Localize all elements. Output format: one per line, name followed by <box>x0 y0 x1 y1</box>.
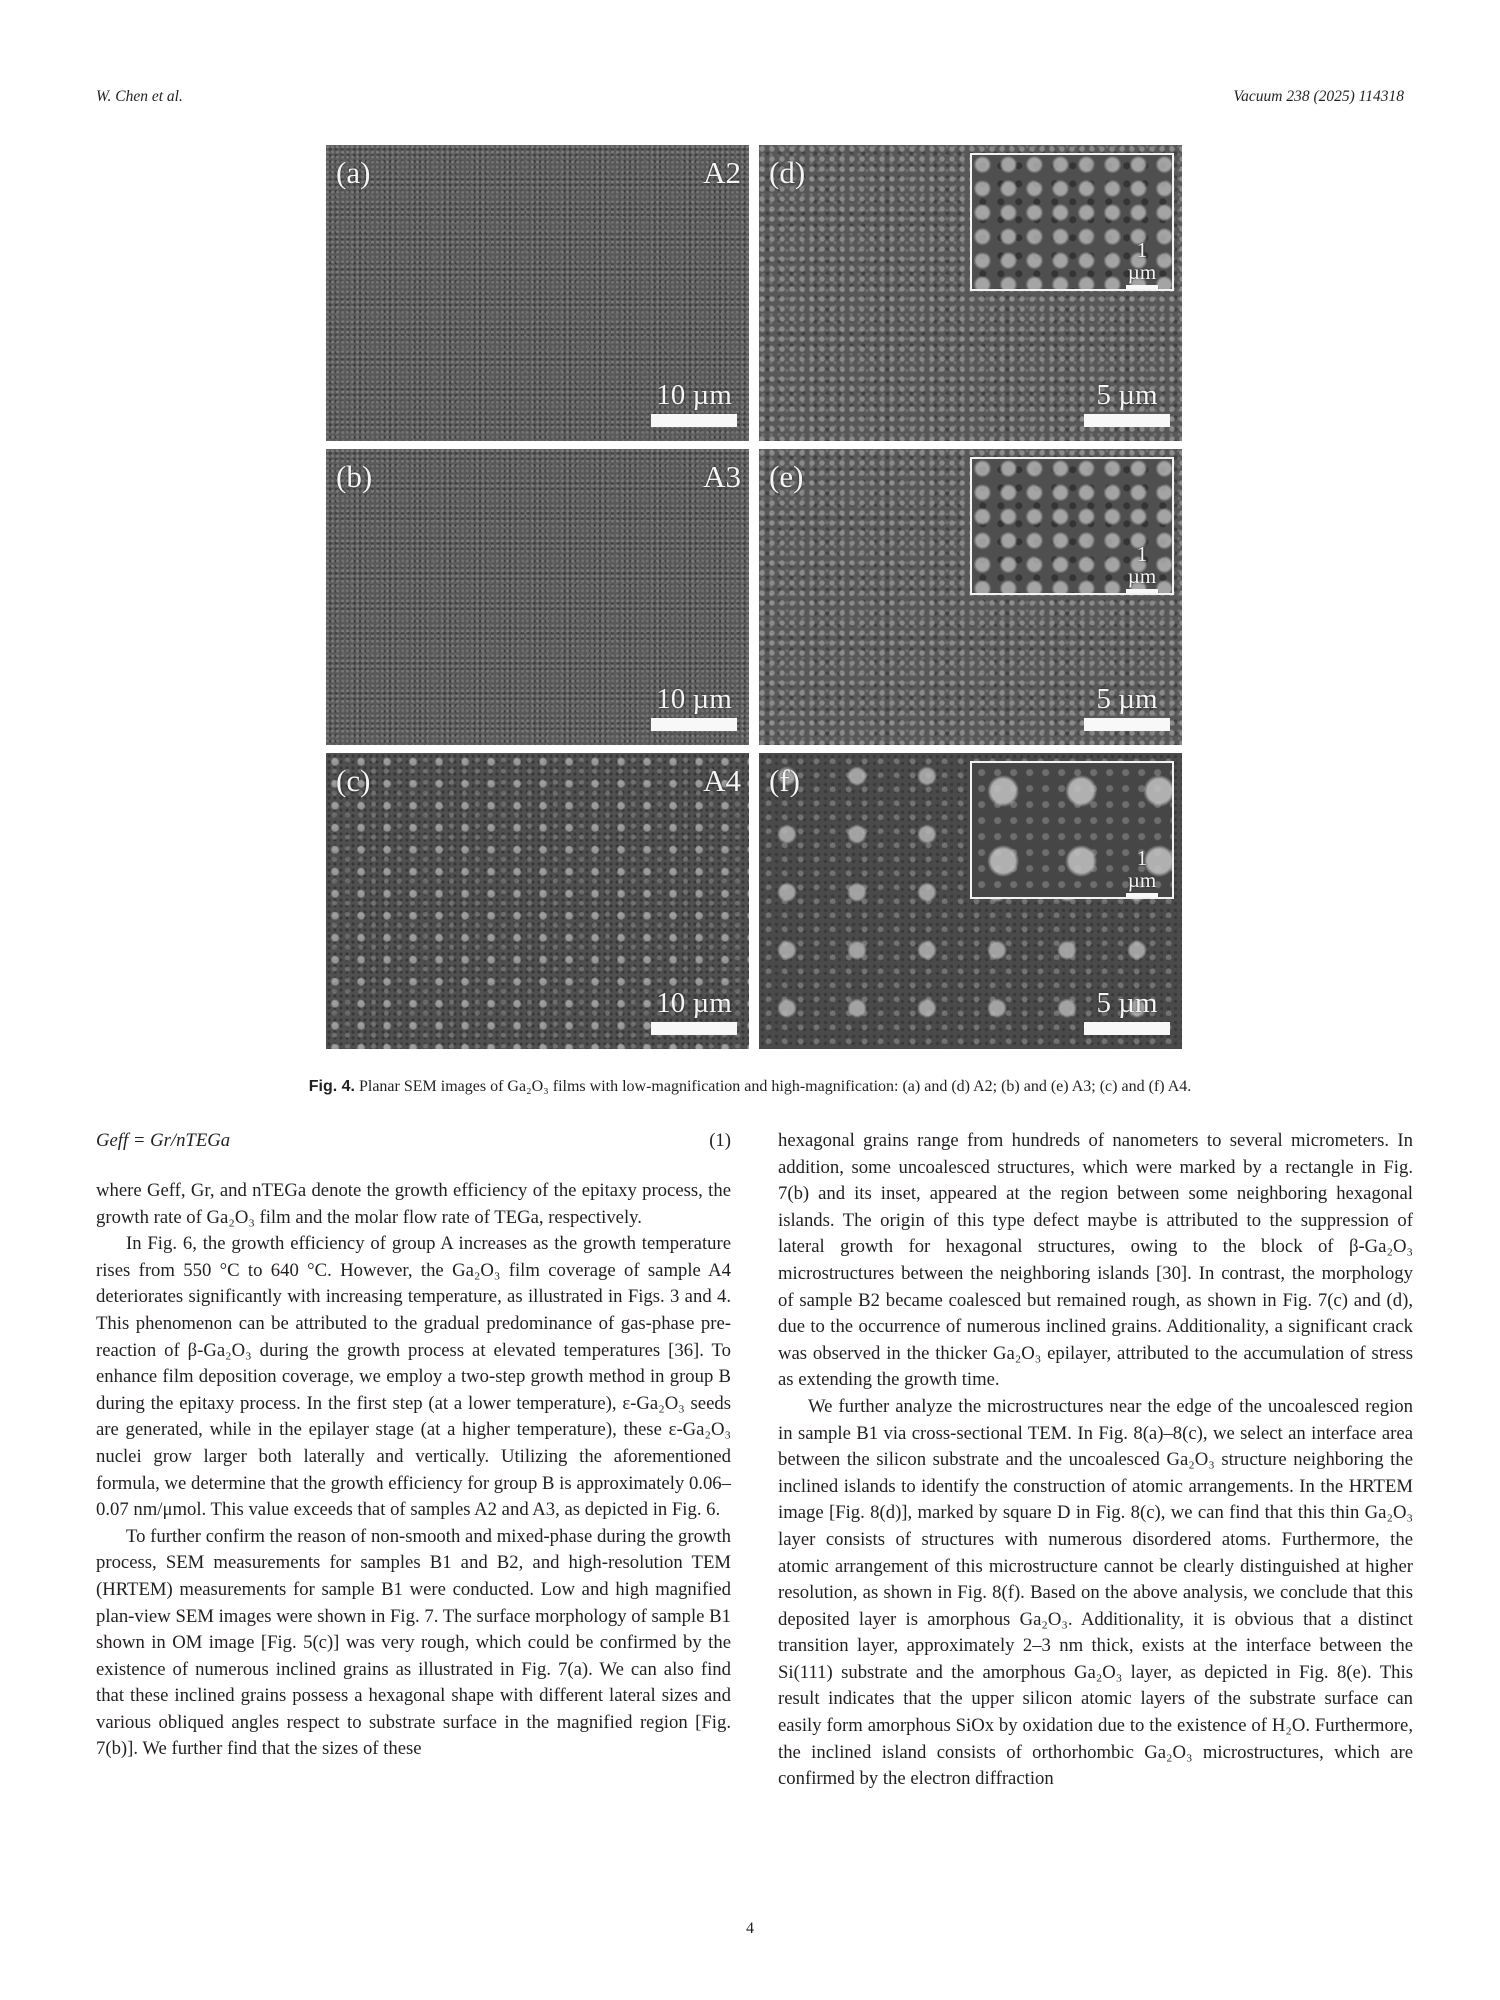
sem-inset <box>970 761 1174 899</box>
scale-bar <box>651 987 737 1035</box>
sem-figure <box>326 145 1182 1050</box>
scale-bar-label: 5 µm <box>1096 987 1158 1019</box>
scale-bar <box>1084 379 1170 427</box>
caption-label: Fig. 4. <box>308 1078 355 1095</box>
panel-label: (e) <box>769 459 804 494</box>
panel-label: (d) <box>769 155 806 190</box>
paragraph: where Geff, Gr, and nTEGa denote the growth efficiency of the epitaxy process, the growth rate of Ga₂O₃ film and the molar flow rate of TEGa, respectively. <box>96 1180 731 1228</box>
inset-scale-label: 1 µm <box>1127 542 1157 588</box>
inset-scale-bar <box>1120 847 1164 899</box>
scale-bar-label: 10 µm <box>656 683 732 715</box>
figure-caption <box>0 1078 1500 1096</box>
right-column <box>778 1128 1413 1793</box>
inset-scale-bar <box>1120 239 1164 291</box>
scale-bar-label: 10 µm <box>656 987 732 1019</box>
panel-label: (b) <box>336 459 373 494</box>
panel-label: (f) <box>769 763 800 798</box>
scale-bar <box>1084 987 1170 1035</box>
sem-panel-d <box>759 145 1182 441</box>
scale-bar-label: 10 µm <box>656 379 732 411</box>
scale-bar <box>651 683 737 731</box>
caption-text: Planar SEM images of Ga₂O₃ films with low-magnification and high-magnification: (a) and (d) A2; (b) and (e) A3; (c) and (f) A4. <box>358 1078 1192 1095</box>
running-header-authors: W. Chen et al. <box>96 88 183 105</box>
paragraph: To further confirm the reason of non-smooth and mixed-phase during the growth process, SEM measurements for samples B1 and B2, and high-resolution TEM (HRTEM) measurements for sample B1 were conducted. Low and high magnified plan-view SEM images were shown in Fig. 7. The surface morphology of sample B1 shown in OM image [Fig. 5(c)] was very rough, which could be confirmed by the existence of numerous inclined grains as illustrated in Fig. 7(a). We can also find that these inclined grains possess a hexagonal shape with different lateral sizes and various obliqued angles respect to substrate surface in the magnified region [Fig. 7(b)]. We further find that the sizes of these <box>96 1525 731 1760</box>
sem-panel-f <box>759 753 1182 1049</box>
sem-inset <box>970 153 1174 291</box>
inset-scale-label: 1 µm <box>1127 846 1157 892</box>
sample-label: A2 <box>703 155 741 190</box>
scale-bar-label: 5 µm <box>1096 379 1158 411</box>
paragraph: hexagonal grains range from hundreds of nanometers to several micrometers. In addition, some uncoalesced structures, which were marked by a rectangle in Fig. 7(b) and its inset, appeared at the region between some neighboring hexagonal islands. The origin of this type defect maybe is attributed to the suppression of lateral growth for hexagonal structures, owing to the block of β-Ga₂O₃ microstructures between the neighboring islands [30]. In contrast, the morphology of sample B2 became coalesced but remained rough, as shown in Fig. 7(c) and (d), due to the occurrence of numerous inclined grains. Additionality, a significant crack was observed in the thicker Ga₂O₃ epilayer, attributed to the accumulation of stress as extending the growth time. <box>778 1130 1413 1391</box>
scale-bar-label: 5 µm <box>1096 683 1158 715</box>
page-number: 4 <box>746 1920 754 1937</box>
sem-panel-c <box>326 753 749 1049</box>
panel-label: (a) <box>336 155 371 190</box>
paragraph: In Fig. 6, the growth efficiency of group A increases as the growth temperature rises from 550 °C to 640 °C. However, the Ga₂O₃ film coverage of sample A4 deteriorates significantly with increasing temperature, as illustrated in Figs. 3 and 4. This phenomenon can be attributed to the gradual predominance of gas-phase pre-reaction of β-Ga₂O₃ during the growth process at elevated temperatures [36]. To enhance film deposition coverage, we employ a two-step growth method in group B during the epitaxy process. In the first step (at a lower temperature), ε-Ga₂O₃ seeds are generated, while in the epilayer stage (at a higher temperature), these ε-Ga₂O₃ nuclei grow larger both laterally and vertically. Utilizing the aforementioned formula, we determine that the growth efficiency for group B is approximately 0.06–0.07 nm/μmol. This value exceeds that of samples A2 and A3, as depicted in Fig. 6. <box>96 1233 731 1521</box>
inset-scale-label: 1 µm <box>1127 238 1157 284</box>
panel-label: (c) <box>336 763 371 798</box>
equation-1 <box>96 1128 731 1156</box>
equation-number: (1) <box>709 1130 731 1151</box>
scale-bar <box>1084 683 1170 731</box>
sample-label: A3 <box>703 459 741 494</box>
sample-label: A4 <box>703 763 741 798</box>
inset-scale-bar <box>1120 543 1164 595</box>
sem-panel-e <box>759 449 1182 745</box>
sem-panel-b <box>326 449 749 745</box>
left-column <box>96 1128 731 1763</box>
running-header-journal: Vacuum 238 (2025) 114318 <box>1233 88 1404 105</box>
scale-bar <box>651 379 737 427</box>
equation-formula: Geff = Gr/nTEGa <box>96 1130 231 1151</box>
sem-panel-a <box>326 145 749 441</box>
paragraph: We further analyze the microstructures near the edge of the uncoalesced region in sample B1 via cross-sectional TEM. In Fig. 8(a)–8(c), we select an interface area between the silicon substrate and the uncoalesced Ga₂O₃ structure neighboring the inclined islands to identify the construction of atomic arrangements. In the HRTEM image [Fig. 8(d)], marked by square D in Fig. 8(c), we can find that this thin Ga₂O₃ layer consists of structures with numerous disordered atoms. Furthermore, the atomic arrangement of this microstructure cannot be clearly distinguished at higher resolution, as shown in Fig. 8(f). Based on the above analysis, we conclude that this deposited layer is amorphous Ga₂O₃. Additionality, it is obvious that a distinct transition layer, approximately 2–3 nm thick, exists at the interface between the Si(111) substrate and the amorphous Ga₂O₃ layer, as depicted in Fig. 8(e). This result indicates that the upper silicon atomic layers of the substrate surface can easily form amorphous SiOx by oxidation due to the existence of H₂O. Furthermore, the inclined island consists of orthorhombic Ga₂O₃ microstructures, which are confirmed by the electron diffraction <box>778 1395 1413 1790</box>
sem-inset <box>970 457 1174 595</box>
